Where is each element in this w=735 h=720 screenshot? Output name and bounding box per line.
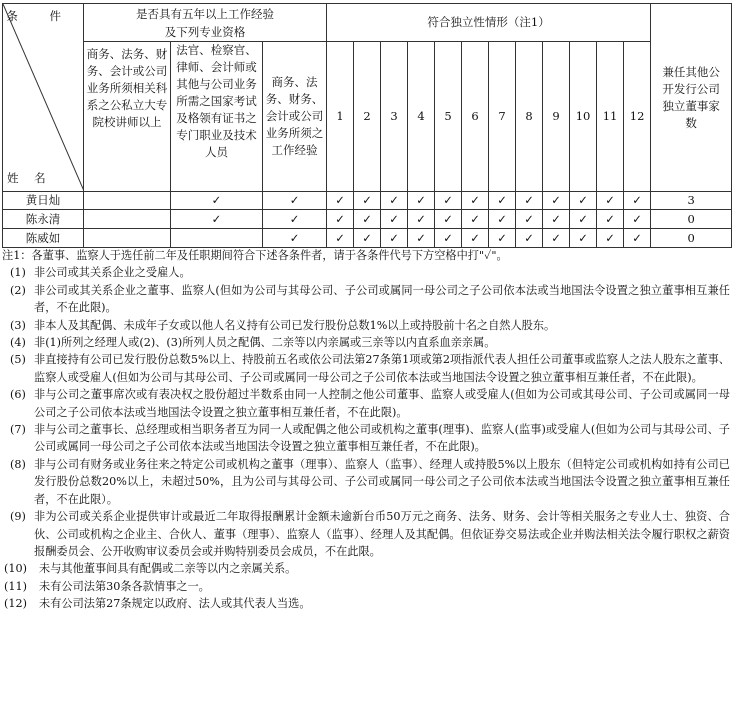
independence-check: ✓: [624, 210, 651, 229]
independence-check: ✓: [462, 210, 489, 229]
note-text: 未与其他董事间具有配偶或二亲等以内之亲属关系。: [39, 562, 297, 576]
note-text: 非本人及其配偶、未成年子女或以他人名义持有公司已发行股份总数1%以上或持股前十名之自然人股东。: [34, 318, 556, 332]
independence-check: ✓: [354, 210, 381, 229]
note-text: 非为公司或关系企业提供审计或最近二年取得报酬累计金额未逾新台币50万元之商务、法务、财务、会计等相关服务之专业人士、独资、合伙、公司或机构之企业主、合伙人、董事（理事）、监察人（监事）、经理人及其配偶。但依证券交易法或企业并购法相关法令履行职权之薪资报酬委员会、公开收购审议委员会或并购特别委员会成员，不在此限。: [34, 510, 730, 558]
qualification-col-a-header: 商务、法务、财务、会计或公司业务所须相关科系之公私立大专院校讲师以上: [84, 42, 171, 192]
note-text: 未有公司法第30条各款情事之一。: [39, 579, 210, 593]
qualification-check: [84, 192, 171, 210]
independence-check: ✓: [327, 229, 354, 248]
note-item: [2, 386, 730, 421]
condition-label: 条 件: [6, 9, 75, 23]
director-name: 陈威如: [3, 229, 84, 248]
independence-number: 6: [462, 42, 489, 192]
independence-check: ✓: [327, 192, 354, 210]
independence-check: ✓: [354, 229, 381, 248]
note-number: (3): [10, 318, 26, 332]
note-item: [2, 282, 730, 317]
diagonal-line: [3, 4, 84, 191]
independence-check: ✓: [327, 210, 354, 229]
independence-check: ✓: [408, 192, 435, 210]
qualification-check: ✓: [171, 210, 263, 229]
concurrent-count: 0: [651, 210, 732, 229]
note-text: 非与公司有财务或业务往来之特定公司或机构之董事（理事）、监察人（监事）、经理人或持股5%以上股东（但特定公司或机构如持有公司已发行股份总数20%以上，未超过50%，且为公司与其母公司、子公司或属同一母公司之子公司依本法或当地国法令设置之独立董事相互兼任者，不在此限）。: [34, 457, 730, 506]
independence-check: ✓: [408, 229, 435, 248]
qualification-col-b-header: 法官、检察官、律师、会计师或其他与公司业务所需之国家考试及格领有证书之专门职业及技术人员: [171, 42, 263, 192]
independence-number: 12: [624, 42, 651, 192]
note-text: 非公司或其关系企业之董事、监察人(但如为公司与其母公司、子公司或属同一母公司之子公司依本法或当地国法令设置之独立董事相互兼任者，不在此限)。: [34, 283, 730, 315]
note-item: [2, 351, 730, 386]
qualification-check: [171, 229, 263, 248]
independence-check: ✓: [570, 192, 597, 210]
table-row: [3, 229, 732, 248]
independence-check: ✓: [408, 210, 435, 229]
independence-number: 5: [435, 42, 462, 192]
director-name: 陈永清: [3, 210, 84, 229]
independence-check: ✓: [462, 229, 489, 248]
note-number: (2): [10, 283, 26, 297]
independence-check: ✓: [516, 192, 543, 210]
independence-number: 4: [408, 42, 435, 192]
independence-number: 1: [327, 42, 354, 192]
independence-check: ✓: [462, 192, 489, 210]
independence-check: ✓: [435, 192, 462, 210]
note-item: [2, 508, 730, 560]
note-text: 非公司或其关系企业之受雇人。: [34, 266, 191, 280]
independence-check: ✓: [435, 210, 462, 229]
note-number: (9): [10, 510, 26, 524]
note-text: 未有公司法第27条规定以政府、法人或其代表人当选。: [39, 597, 311, 611]
note-item: [2, 421, 730, 456]
table-row: [3, 210, 732, 229]
qualification-check: [84, 229, 171, 248]
independence-check: ✓: [624, 229, 651, 248]
independence-number: 11: [597, 42, 624, 192]
note-item: [2, 578, 730, 595]
qualification-check: [84, 210, 171, 229]
independence-check: ✓: [543, 192, 570, 210]
concurrent-count: 0: [651, 229, 732, 248]
note-number: (6): [10, 388, 26, 402]
note-number: (5): [10, 353, 26, 367]
note-text: 非与公司之董事席次或有表决权之股份超过半数系由同一人控制之他公司董事、监察人或受雇人(但如为公司或其母公司、子公司或属同一母公司之子公司依本法或当地国法令设置之独立董事相互兼任者，不在此限)。: [34, 388, 730, 419]
independence-check: ✓: [381, 210, 408, 229]
note-item: [2, 595, 730, 612]
note-number: (10): [4, 562, 27, 576]
note-intro: 注1：各董事、监察人于选任前二年及任职期间符合下述各条件者，请于各条件代号下方空格中打"✓"。: [2, 249, 508, 262]
note-item: [2, 456, 730, 508]
independent-director-table: [2, 3, 732, 248]
note-text: 非(1)所列之经理人或(2)、(3)所列人员之配偶、二亲等以内亲属或三亲等以内直系血亲亲属。: [34, 336, 496, 350]
independence-check: ✓: [597, 229, 624, 248]
director-name: 黄日灿: [3, 192, 84, 210]
qualification-group-header: 是否具有五年以上工作经验 及下列专业资格: [84, 4, 327, 42]
independence-check: ✓: [570, 210, 597, 229]
note-item: [2, 334, 730, 351]
note-number: (11): [4, 579, 27, 593]
independence-check: ✓: [543, 210, 570, 229]
notes-section: [2, 247, 730, 613]
qualification-check: ✓: [263, 210, 327, 229]
independence-check: ✓: [381, 229, 408, 248]
independence-check: ✓: [570, 229, 597, 248]
qualification-check: ✓: [263, 229, 327, 248]
note-item: [2, 264, 730, 281]
independence-check: ✓: [354, 192, 381, 210]
independence-check: ✓: [624, 192, 651, 210]
concurrent-count: 3: [651, 192, 732, 210]
name-label: 姓 名: [7, 171, 52, 185]
independence-check: ✓: [516, 210, 543, 229]
independence-number: 7: [489, 42, 516, 192]
qualification-check: ✓: [263, 192, 327, 210]
qualification-check: ✓: [171, 192, 263, 210]
note-number: (12): [4, 597, 27, 611]
independence-number: 8: [516, 42, 543, 192]
note-number: (1): [10, 266, 26, 280]
note-text: 非与公司之董事长、总经理或相当职务者互为同一人或配偶之他公司或机构之董事(理事)、监察人(监事)或受雇人(但如为公司与其母公司、子公司或属同一母公司之子公司依本法或当地国法令设置之独立董事相互兼任者，不在此限)。: [34, 423, 730, 454]
diagonal-header-cell: [3, 4, 84, 192]
independence-number: 10: [570, 42, 597, 192]
independence-number: 3: [381, 42, 408, 192]
independence-check: ✓: [489, 192, 516, 210]
note-number: (4): [10, 336, 26, 350]
independence-number: 9: [543, 42, 570, 192]
qualification-col-c-header: 商务、法务、财务、会计或公司业务所须之工作经验: [263, 42, 327, 192]
independence-check: ✓: [597, 192, 624, 210]
independence-check: ✓: [489, 210, 516, 229]
independence-check: ✓: [516, 229, 543, 248]
table-row: [3, 192, 732, 210]
note-item: [2, 560, 730, 577]
independence-group-header: 符合独立性情形（注1）: [327, 4, 651, 42]
independence-check: ✓: [543, 229, 570, 248]
note-number: (8): [10, 457, 26, 471]
note-text: 非直接持有公司已发行股份总数5%以上、持股前五名或依公司法第27条第1项或第2项指派代表人担任公司董事或监察人之法人股东之董事、监察人或受雇人(但如为公司与其母公司、子公司或属同一母公司之子公司依本法或当地国法令设置之独立董事相互兼任者，不在此限)。: [34, 353, 730, 384]
independence-check: ✓: [597, 210, 624, 229]
independence-check: ✓: [489, 229, 516, 248]
note-number: (7): [10, 423, 26, 437]
concurrent-directorships-header: 兼任其他公开发行公司独立董事家数: [651, 4, 732, 192]
independence-check: ✓: [435, 229, 462, 248]
independence-number: 2: [354, 42, 381, 192]
independence-check: ✓: [381, 192, 408, 210]
note-item: [2, 317, 730, 334]
